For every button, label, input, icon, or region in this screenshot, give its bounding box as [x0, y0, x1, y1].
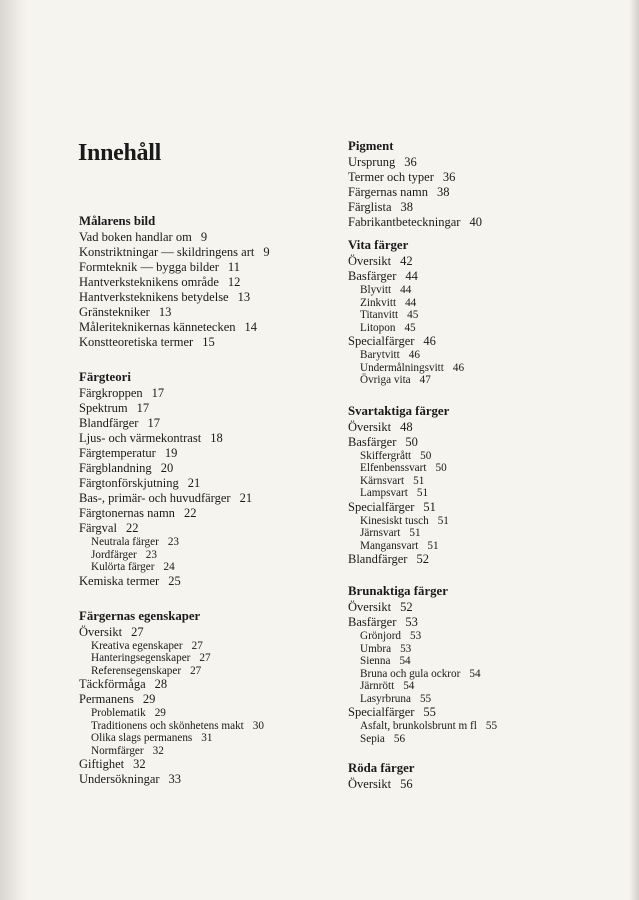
toc-entry [348, 155, 568, 170]
section-heading-brunaktiga-farger: Brunaktiga färger [348, 584, 448, 598]
toc-entry-text: Konstriktningar — skildringens art [79, 245, 255, 259]
toc-entry [79, 476, 329, 491]
toc-entry [79, 446, 329, 461]
toc-entry [348, 540, 568, 553]
toc-entry [348, 720, 568, 733]
toc-entry-text: Basfärger [348, 269, 397, 283]
toc-entry-text: Specialfärger [348, 334, 415, 348]
toc-entry-text: Traditionens och skönhetens makt [91, 719, 244, 732]
toc-entry-text: Grönjord [360, 630, 402, 642]
toc-entry [348, 450, 568, 463]
toc-entry [348, 705, 568, 720]
toc-entry [348, 693, 568, 706]
toc-entry-text: Gränstekniker [79, 305, 150, 319]
toc-entry [348, 515, 568, 528]
toc-entry-page-number: 56 [400, 777, 413, 791]
toc-entry [79, 665, 329, 678]
toc-entry-page-number: 25 [168, 573, 181, 588]
toc-entry-page-number: 51 [413, 474, 425, 487]
toc-entry [348, 200, 568, 215]
toc-entry [348, 349, 568, 362]
toc-entry-text: Konstteoretiska termer [79, 335, 194, 349]
toc-entry-page-number: 21 [187, 476, 201, 490]
toc-entry-page-number: 51 [423, 499, 436, 514]
toc-entry [79, 401, 329, 416]
toc-entry [348, 185, 568, 200]
toc-entry-text: Kinesiskt tusch [360, 514, 429, 527]
toc-entry-text: Kemiska termer [79, 573, 160, 588]
toc-entry-page-number: 51 [409, 527, 421, 539]
toc-entry-page-number: 40 [469, 215, 482, 229]
toc-entry-text: Kreativa egenskaper [91, 639, 183, 652]
toc-entry-page-number: 54 [469, 667, 481, 680]
toc-entry-page-number: 11 [227, 260, 240, 274]
toc-entry-text: Täckförmåga [79, 677, 146, 691]
toc-entry-page-number: 27 [131, 624, 144, 639]
toc-entry [79, 561, 329, 574]
toc-entry-text: Termer och typer [348, 170, 434, 184]
toc-entry-text: Specialfärger [348, 499, 415, 514]
toc-entry-page-number: 38 [400, 200, 414, 214]
toc-entry-page-number: 38 [436, 185, 450, 199]
toc-entry-page-number: 27 [191, 639, 203, 652]
toc-entry-text: Järnsvart [360, 527, 401, 539]
toc-entry-text: Färglista [348, 200, 392, 214]
toc-entry [348, 777, 568, 792]
toc-entry-page-number: 36 [404, 155, 417, 169]
toc-entry [348, 527, 568, 540]
toc-entry-page-number: 46 [452, 361, 465, 374]
toc-entry-page-number: 46 [408, 349, 420, 361]
toc-entry-page-number: 44 [400, 284, 412, 296]
toc-entry-text: Blandfärger [79, 416, 139, 430]
toc-entry [348, 374, 568, 387]
section-heading-roda-farger: Röda färger [348, 761, 415, 775]
toc-entry [348, 552, 568, 567]
toc-entry [79, 290, 329, 305]
toc-entry-text: Blandfärger [348, 552, 408, 566]
toc-entry-page-number: 12 [227, 275, 241, 289]
toc-entry [348, 615, 568, 630]
toc-entry-page-number: 36 [442, 170, 456, 184]
toc-entry-text: Kärnsvart [360, 474, 405, 487]
toc-entry [348, 487, 568, 500]
toc-column-left [79, 214, 329, 787]
toc-entry-page-number: 55 [423, 705, 436, 719]
toc-entry-page-number: 45 [407, 309, 419, 321]
toc-entry [79, 720, 329, 733]
toc-entry-page-number: 32 [133, 757, 146, 771]
toc-entry-page-number: 21 [239, 491, 253, 505]
toc-entry-page-number: 45 [404, 321, 416, 334]
toc-entry-text: Lampsvart [360, 487, 408, 499]
toc-entry [348, 309, 568, 322]
toc-entry-page-number: 54 [399, 655, 411, 667]
toc-entry [348, 284, 568, 297]
toc-entry-text: Övriga vita [360, 374, 411, 386]
toc-entry-page-number: 17 [147, 416, 160, 430]
toc-entry-page-number: 56 [393, 732, 406, 745]
toc-entry-text: Neutrala färger [91, 536, 159, 548]
toc-entry-page-number: 55 [485, 720, 498, 732]
toc-entry-text: Umbra [360, 642, 392, 655]
toc-entry-page-number: 33 [168, 772, 182, 786]
section-heading-fargernas-egenskaper: Färgernas egenskaper [79, 608, 201, 623]
section-heading-svartaktiga-farger: Svartaktiga färger [348, 403, 450, 418]
toc-entry [79, 625, 329, 640]
toc-entry-page-number: 15 [202, 335, 215, 349]
toc-entry [79, 461, 329, 476]
toc-entry-page-number: 50 [420, 449, 432, 462]
toc-entry [348, 334, 568, 349]
toc-entry [79, 506, 329, 521]
toc-entry-text: Färgtonförskjutning [79, 476, 179, 490]
toc-entry-text: Järnrött [360, 680, 395, 692]
toc-entry-text: Permanens [79, 692, 134, 706]
toc-entry [79, 305, 329, 320]
toc-entry-text: Referensegenskaper [91, 664, 182, 677]
toc-entry [348, 420, 568, 435]
toc-entry-text: Olika slags permanens [91, 732, 193, 744]
toc-entry [79, 732, 329, 745]
toc-entry [79, 491, 329, 506]
toc-entry-text: Kulörta färger [91, 561, 155, 573]
toc-entry-text: Färgtonernas namn [79, 506, 175, 520]
toc-entry [79, 431, 329, 446]
toc-entry-text: Barytvitt [360, 349, 400, 361]
toc-entry-text: Elfenbenssvart [360, 462, 427, 474]
toc-entry-page-number: 31 [201, 732, 213, 744]
toc-entry-page-number: 29 [154, 707, 166, 719]
toc-entry-page-number: 53 [400, 642, 412, 655]
toc-entry-text: Färgtemperatur [79, 446, 156, 460]
section-heading-fargteori: Färgteori [79, 370, 131, 384]
toc-entry-text: Asfalt, brunkolsbrunt m fl [360, 720, 477, 732]
toc-entry-text: Blyvitt [360, 284, 392, 296]
toc-entry-page-number: 19 [164, 446, 178, 460]
toc-entry [348, 362, 568, 375]
toc-entry-text: Mangansvart [360, 539, 419, 552]
toc-entry-page-number: 14 [244, 320, 258, 334]
toc-entry [348, 297, 568, 310]
toc-entry-page-number: 17 [151, 386, 165, 400]
toc-entry [79, 275, 329, 290]
toc-entry-page-number: 13 [237, 290, 251, 304]
toc-entry-text: Ljus- och värmekontrast [79, 431, 202, 445]
toc-entry-text: Översikt [348, 600, 392, 614]
toc-entry-page-number: 22 [125, 521, 139, 535]
section-heading-malarens-bild: Målarens bild [79, 214, 156, 228]
toc-entry-text: Bas-, primär- och huvudfärger [79, 491, 231, 505]
toc-entry-text: Jordfärger [91, 548, 137, 561]
toc-entry-page-number: 46 [423, 334, 436, 348]
toc-entry-text: Färgkroppen [79, 386, 143, 400]
toc-entry-text: Färgernas namn [348, 185, 428, 199]
toc-entry [79, 677, 329, 692]
toc-entry-text: Problematik [91, 707, 146, 719]
toc-entry-page-number: 51 [427, 539, 439, 552]
toc-entry-text: Basfärger [348, 615, 397, 629]
toc-entry [348, 668, 568, 681]
toc-entry [348, 630, 568, 643]
toc-entry-text: Hantverksteknikens betydelse [79, 290, 229, 304]
toc-entry [348, 680, 568, 693]
page-gutter-shadow [0, 0, 26, 900]
toc-entry [79, 260, 329, 275]
toc-entry-page-number: 48 [400, 419, 413, 434]
toc-entry-page-number: 51 [416, 487, 429, 499]
toc-entry-text: Hanteringsegenskaper [91, 652, 191, 664]
toc-entry-text: Basfärger [348, 434, 397, 449]
toc-entry [348, 600, 568, 615]
toc-entry-page-number: 28 [154, 677, 168, 691]
toc-entry [79, 521, 329, 536]
section-heading-pigment: Pigment [348, 139, 394, 153]
toc-entry [348, 655, 568, 668]
toc-entry-page-number: 55 [419, 692, 432, 705]
toc-entry-text: Skiffergrått [360, 449, 412, 462]
toc-entry-page-number: 20 [160, 461, 174, 475]
toc-entry [79, 574, 329, 589]
toc-entry [79, 640, 329, 653]
toc-entry-text: Specialfärger [348, 705, 415, 719]
toc-entry-page-number: 50 [405, 434, 418, 449]
toc-entry-text: Titanvitt [360, 309, 399, 321]
toc-entry-text: Sepia [360, 732, 385, 745]
toc-entry [348, 269, 568, 284]
toc-entry-text: Ursprung [348, 155, 396, 169]
toc-entry [79, 549, 329, 562]
toc-entry [79, 335, 329, 350]
toc-entry-text: Spektrum [79, 401, 128, 415]
toc-entry-page-number: 53 [410, 630, 422, 642]
toc-entry [348, 215, 568, 230]
page-title: Innehåll [78, 140, 161, 166]
toc-entry-page-number: 44 [405, 296, 417, 309]
toc-entry [79, 692, 329, 707]
toc-entry-page-number: 27 [199, 652, 211, 664]
toc-entry-text: Formteknik — bygga bilder [79, 260, 219, 274]
toc-entry-page-number: 18 [210, 431, 223, 445]
toc-entry-page-number: 9 [200, 230, 208, 244]
toc-entry-text: Giftighet [79, 757, 125, 771]
toc-entry-text: Fabrikantbeteckningar [348, 215, 461, 229]
toc-entry-page-number: 52 [416, 552, 429, 566]
toc-entry-page-number: 44 [405, 269, 418, 283]
toc-entry [79, 757, 329, 772]
toc-entry-page-number: 54 [403, 680, 415, 692]
section-heading-vita-farger: Vita färger [348, 238, 409, 252]
toc-entry [79, 320, 329, 335]
toc-entry-page-number: 29 [142, 692, 156, 706]
toc-entry [348, 170, 568, 185]
toc-entry-page-number: 13 [158, 305, 172, 319]
toc-entry-text: Färgval [79, 521, 117, 535]
toc-entry [79, 745, 329, 758]
toc-entry-text: Hantverksteknikens område [79, 275, 219, 289]
toc-entry [348, 254, 568, 269]
toc-entry [348, 462, 568, 475]
toc-entry [79, 245, 329, 260]
toc-entry-text: Zinkvitt [360, 296, 397, 309]
toc-entry-page-number: 52 [400, 600, 413, 614]
toc-entry-text: Färgblandning [79, 461, 152, 475]
toc-entry-page-number: 27 [190, 664, 202, 677]
toc-entry-page-number: 51 [437, 514, 449, 527]
toc-entry [348, 733, 568, 746]
toc-entry-text: Bruna och gula ockror [360, 667, 461, 680]
toc-entry-text: Litopon [360, 321, 396, 334]
toc-column-right [348, 139, 568, 792]
toc-entry-page-number: 32 [152, 744, 164, 757]
toc-entry-text: Översikt [79, 624, 123, 639]
toc-entry-text: Sienna [360, 655, 391, 667]
toc-entry-page-number: 30 [252, 719, 264, 732]
toc-entry-page-number: 22 [183, 506, 197, 520]
toc-entry-text: Lasyrbruna [360, 692, 411, 705]
toc-entry-page-number: 17 [136, 401, 150, 415]
toc-entry-page-number: 42 [400, 254, 413, 268]
toc-entry [348, 643, 568, 656]
toc-entry [348, 475, 568, 488]
toc-entry-text: Måleriteknikernas kännetecken [79, 320, 236, 334]
toc-entry [348, 435, 568, 450]
toc-entry [79, 230, 329, 245]
toc-entry [79, 536, 329, 549]
toc-entry-text: Översikt [348, 254, 392, 268]
toc-entry [79, 707, 329, 720]
toc-entry [79, 772, 329, 787]
toc-entry [79, 416, 329, 431]
toc-entry [348, 322, 568, 335]
toc-entry-text: Översikt [348, 777, 392, 791]
toc-entry-text: Normfärger [91, 744, 144, 757]
toc-entry-page-number: 24 [163, 561, 175, 573]
toc-entry-page-number: 50 [435, 462, 447, 474]
toc-entry-text: Vad boken handlar om [79, 230, 192, 244]
toc-entry [79, 652, 329, 665]
page-edge-shadow [629, 0, 639, 900]
toc-entry-text: Undermålningsvitt [360, 361, 444, 374]
toc-entry-page-number: 23 [167, 536, 179, 548]
toc-entry-text: Översikt [348, 419, 392, 434]
toc-entry [79, 386, 329, 401]
toc-entry-page-number: 9 [263, 245, 270, 259]
toc-entry-page-number: 47 [419, 374, 431, 386]
toc-entry [348, 500, 568, 515]
toc-entry-text: Undersökningar [79, 772, 160, 786]
toc-entry-page-number: 53 [405, 615, 418, 629]
toc-entry-page-number: 23 [145, 548, 157, 561]
